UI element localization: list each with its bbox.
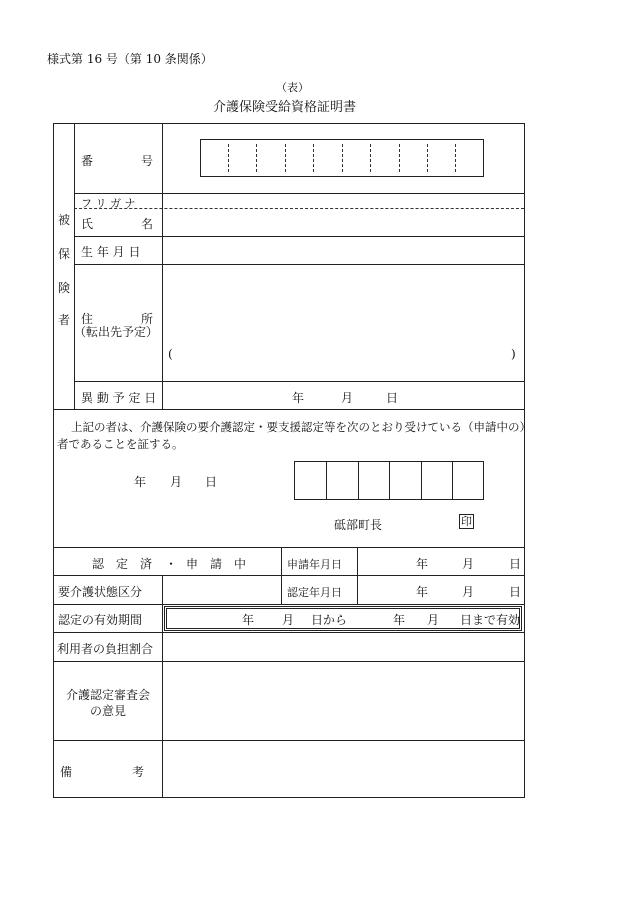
cert-date-month: 月 xyxy=(170,475,183,489)
form-number: 様式第 16 号（第 10 条関係） xyxy=(47,52,213,66)
furigana-field[interactable] xyxy=(163,194,523,207)
validity-from-month: 月 xyxy=(282,613,295,627)
validity-to-day: 日まで有効 xyxy=(460,613,521,627)
certification-date-day: 日 xyxy=(509,585,522,599)
insured-char-4: 者 xyxy=(58,313,71,327)
validity-to-year: 年 xyxy=(393,613,406,627)
insured-char-3: 険 xyxy=(58,281,71,295)
address-paren-open: ( xyxy=(168,347,173,361)
application-date-day: 日 xyxy=(509,557,522,571)
certification-date-label: 認定年月日 xyxy=(287,586,342,599)
dob-field[interactable] xyxy=(163,237,523,263)
address-paren-close: ) xyxy=(511,347,516,361)
validity-from-day: 日から xyxy=(311,613,348,627)
certified-label: 認 定 済 xyxy=(92,557,153,571)
validity-from-year: 年 xyxy=(242,613,255,627)
certification-date-month: 月 xyxy=(462,585,475,599)
application-date-month: 月 xyxy=(462,557,475,571)
burden-field[interactable] xyxy=(163,633,523,660)
address-field[interactable] xyxy=(163,265,523,380)
form-side-label: （表） xyxy=(276,81,309,94)
applying-label: 申 請 中 xyxy=(186,557,247,571)
number-label: 番 号 xyxy=(81,154,154,168)
status-separator: ・ xyxy=(165,557,178,571)
issuer-name: 砥部町長 xyxy=(334,518,383,532)
cert-date-year: 年 xyxy=(134,475,147,489)
committee-opinion-field[interactable] xyxy=(163,662,523,739)
address-sublabel: （転出先予定） xyxy=(74,325,159,339)
statement-line-2: 者であることを証する。 xyxy=(57,437,184,451)
statement-line-1: 上記の者は、介護保険の要介護認定・要支援認定等を次のとおり受けている（申請中の） xyxy=(71,420,531,434)
insured-number-field[interactable] xyxy=(200,139,484,177)
insured-char-1: 被 xyxy=(58,213,71,227)
application-date-label: 申請年月日 xyxy=(287,558,342,571)
move-date-day: 日 xyxy=(386,391,399,405)
seal-mark: 印 xyxy=(461,515,472,528)
care-level-label: 要介護状態区分 xyxy=(58,585,143,599)
certification-date-year: 年 xyxy=(416,585,429,599)
application-date-year: 年 xyxy=(416,557,429,571)
address-label: 住 所 xyxy=(81,312,154,326)
page-title: 介護保険受給資格証明書 xyxy=(213,100,357,115)
burden-label: 利用者の負担割合 xyxy=(57,642,154,656)
furigana-label: フ リ ガ ナ xyxy=(81,197,136,210)
name-field[interactable] xyxy=(163,209,523,235)
cert-date-day: 日 xyxy=(205,475,218,489)
insurer-number-field[interactable] xyxy=(294,461,484,500)
committee-label-1: 介護認定審査会 xyxy=(66,688,151,702)
committee-label-2: の意見 xyxy=(90,704,127,718)
validity-label: 認定の有効期間 xyxy=(58,613,143,627)
move-date-month: 月 xyxy=(341,391,354,405)
remarks-field[interactable] xyxy=(163,741,523,796)
move-date-year: 年 xyxy=(292,391,305,405)
validity-to-month: 月 xyxy=(427,613,440,627)
care-level-field[interactable] xyxy=(163,576,280,603)
insured-char-2: 保 xyxy=(58,247,71,261)
dob-label: 生 年 月 日 xyxy=(81,245,141,259)
move-date-label: 異 動 予 定 日 xyxy=(81,391,157,405)
remarks-label: 備 考 xyxy=(60,765,145,779)
name-label: 氏 名 xyxy=(81,217,154,231)
